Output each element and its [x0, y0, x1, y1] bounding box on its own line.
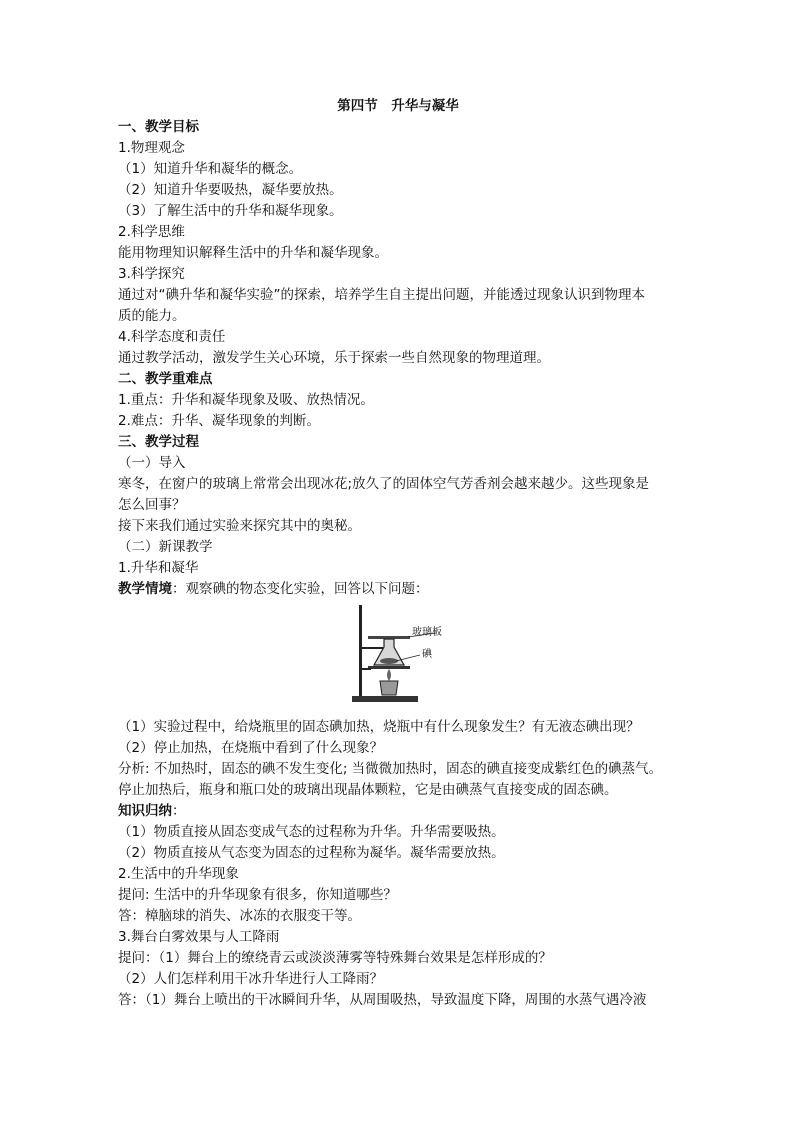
paragraph: 质的能力。	[118, 308, 186, 324]
answer: 答：（1）舞台上喷出的干冰瞬间升华，从周围吸热，导致温度下降，周围的水蒸气遇冷液	[118, 992, 647, 1008]
subheading-life-sublimation: 2.生活中的升华现象	[118, 866, 239, 882]
paragraph: 寒冬，在窗户的玻璃上常常会出现冰花;放久了的固体空气芳香剂会越来越少。这些现象是	[118, 476, 650, 492]
summary-item: （2）物质直接从气态变为固态的过程称为凝华。凝华需要放热。	[118, 845, 505, 861]
subheading-sublimation: 1.升华和凝华	[118, 560, 199, 576]
question: （1）实验过程中，给烧瓶里的固态碘加热，烧瓶中有什么现象发生？有无液态碘出现？	[118, 719, 640, 735]
subheading-stage-fog: 3.舞台白雾效果与人工降雨	[118, 929, 280, 945]
iodine-label: 碘	[422, 649, 432, 660]
question: 提问: 生活中的升华现象有很多，你知道哪些？	[118, 887, 397, 903]
section-heading-objectives: 一、教学目标	[118, 119, 199, 135]
paragraph: 通过对“碘升华和凝华实验”的探索，培养学生自主提出问题，并能透过现象认识到物理本	[118, 287, 645, 303]
paragraph: 接下来我们通过实验来探究其中的奥秘。	[118, 518, 361, 534]
summary-colon: ：	[172, 803, 186, 819]
question: （2）停止加热，在烧瓶中看到了什么现象？	[118, 740, 384, 756]
paragraph: 怎么回事？	[118, 497, 186, 513]
subheading-attitude-responsibility: 4.科学态度和责任	[118, 329, 226, 345]
situation-text: ：观察碘的物态变化实验，回答以下问题：	[172, 581, 429, 597]
analysis: 停止加热后，瓶身和瓶口处的玻璃出现晶体颗粒，它是由碘蒸气直接变成的固态碘。	[118, 782, 618, 798]
question: 提问：（1）舞台上的缭绕青云或淡淡薄雾等特殊舞台效果是怎样形成的？	[118, 950, 552, 966]
subheading-scientific-inquiry: 3.科学探究	[118, 266, 185, 282]
paragraph: 通过教学活动，激发学生关心环境，乐于探索一些自然现象的物理道理。	[118, 350, 550, 366]
knowledge-summary	[118, 801, 678, 822]
summary-label: 知识归纳	[118, 803, 172, 819]
document-page	[118, 96, 678, 1011]
answer: 答：樟脑球的消失、冰冻的衣服变干等。	[118, 908, 361, 924]
subheading-intro: （一）导入	[118, 455, 186, 471]
subheading-scientific-thinking: 2.科学思维	[118, 224, 185, 240]
page-title: 第四节 升华与凝华	[337, 98, 459, 114]
teaching-situation	[118, 579, 678, 600]
list-item: （1）知道升华和凝华的概念。	[118, 161, 303, 177]
key-point: 1.重点：升华和凝华现象及吸、放热情况。	[118, 392, 374, 408]
list-item: （3）了解生活中的升华和凝华现象。	[118, 203, 343, 219]
subheading-new-lesson: （二）新课教学	[118, 539, 213, 555]
difficult-point: 2.难点：升华、凝华现象的判断。	[118, 413, 320, 429]
subheading-physics-concept: 1.物理观念	[118, 140, 185, 156]
list-item: （2）知道升华要吸热，凝华要放热。	[118, 182, 343, 198]
question: （2）人们怎样利用干冰升华进行人工降雨？	[118, 971, 384, 987]
iodine-experiment-figure	[118, 603, 678, 715]
situation-label: 教学情境	[118, 581, 172, 597]
glass-plate-label: 玻璃板	[412, 627, 442, 638]
paragraph: 能用物理知识解释生活中的升华和凝华现象。	[118, 245, 388, 261]
analysis: 分析: 不加热时，固态的碘不发生变化; 当微微加热时，固态的碘直接变成紫红色的碘蒸气。	[118, 761, 663, 777]
section-heading-key-points: 二、教学重难点	[118, 371, 213, 387]
summary-item: （1）物质直接从固态变成气态的过程称为升华。升华需要吸热。	[118, 824, 505, 840]
section-heading-process: 三、教学过程	[118, 434, 199, 450]
